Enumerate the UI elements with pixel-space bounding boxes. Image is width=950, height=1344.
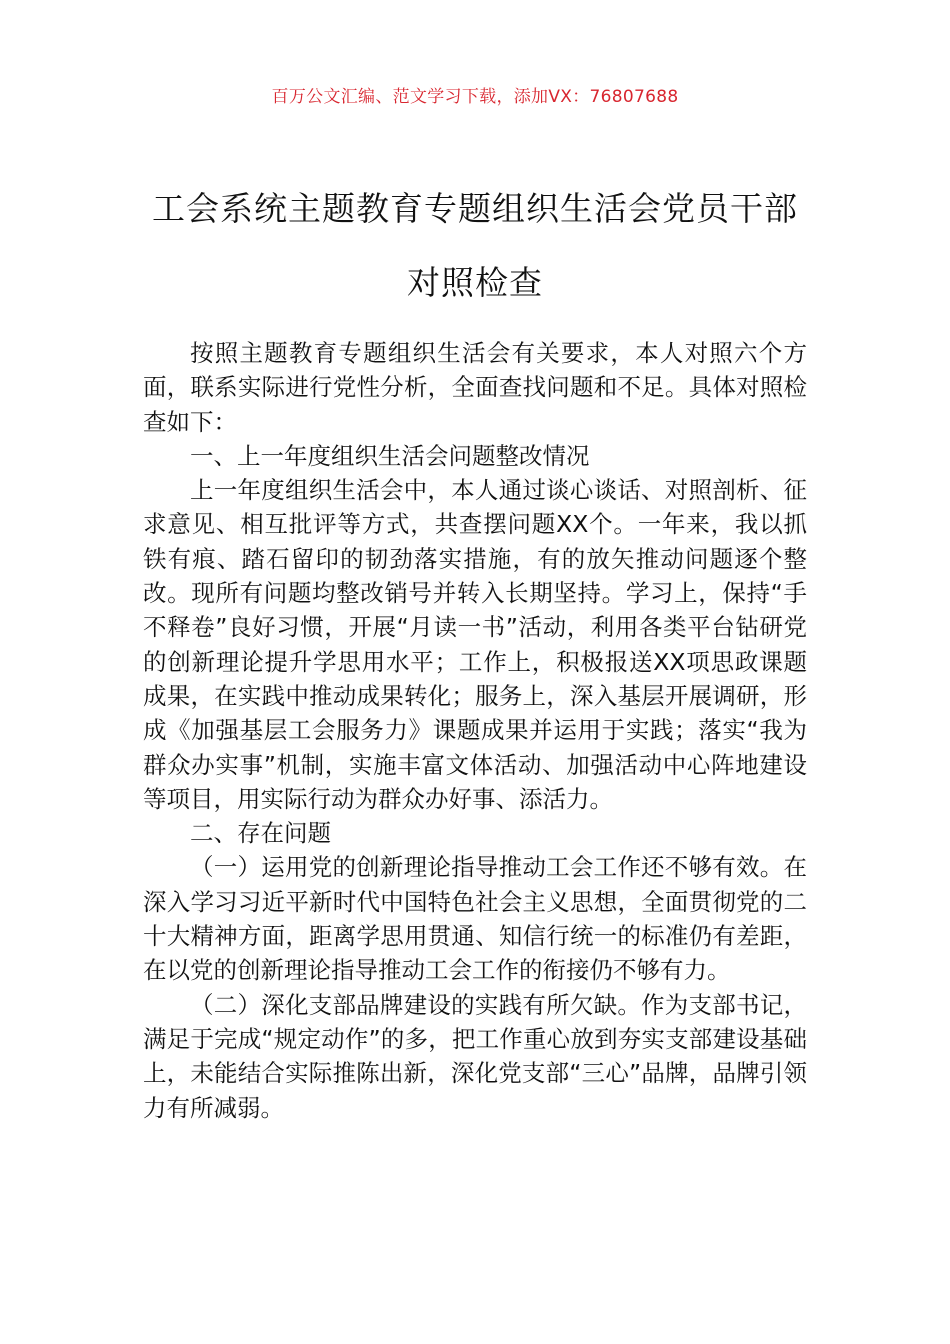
body-paragraph: （二）深化支部品牌建设的实践有所欠缺。作为支部书记，满足于完成“规定动作”的多，把工作重心放到夯实支部建设基础上，未能结合实际推陈出新，深化党支部“三心”品牌，品牌引领力有所减弱。 [143, 990, 807, 1122]
section-heading-2: 二、存在问题 [190, 819, 331, 848]
header-promo-note: 百万公文汇编、范文学习下载，添加VX：76807688 [271, 87, 679, 107]
body-paragraph: （一）运用党的创新理论指导推动工会工作还不够有效。在深入学习习近平新时代中国特色社会主义思想，全面贯彻党的二十大精神方面，距离学思用贯通、知信行统一的标准仍有差距，在以党的创新理论指导推动工会工作的衔接仍不够有力。 [143, 853, 807, 985]
section-heading-1: 一、上一年度组织生活会问题整改情况 [190, 441, 590, 470]
document-body [143, 336, 807, 1125]
body-paragraph: 上一年度组织生活会中，本人通过谈心谈话、对照剖析、征求意见、相互批评等方式，共查摆问题XX个。一年来，我以抓铁有痕、踏石留印的韧劲落实措施，有的放矢推动问题逐个整改。现所有问题均整改销号并转入长期坚持。学习上，保持“手不释卷”良好习惯，开展“月读一书”活动，利用各类平台钻研党的创新理论提升学思用水平；工作上，积极报送XX项思政课题成果，在实践中推动成果转化；服务上，深入基层开展调研，形成《加强基层工会服务力》课题成果并运用于实践；落实“我为群众办实事”机制，实施丰富文体活动、加强活动中心阵地建设等项目，用实际行动为群众办好事、添活力。 [143, 476, 807, 813]
intro-paragraph: 按照主题教育专题组织生活会有关要求，本人对照六个方面，联系实际进行党性分析，全面查找问题和不足。具体对照检查如下： [143, 339, 807, 436]
document-title: 工会系统主题教育专题组织生活会党员干部对照检查 [152, 189, 798, 302]
